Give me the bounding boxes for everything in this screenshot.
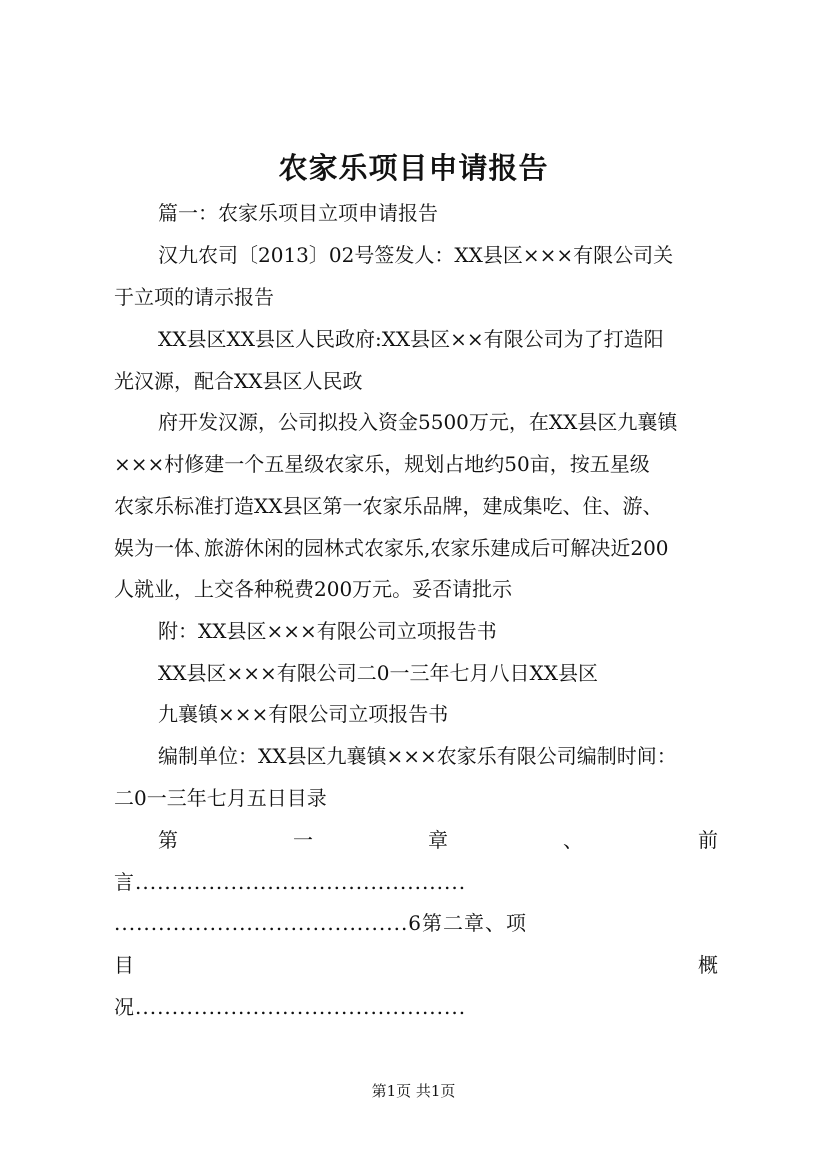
- paragraph-line: 编制单位：XX县区九襄镇×××农家乐有限公司编制时间：: [158, 744, 677, 768]
- paragraph-line: 于立项的请示报告: [114, 285, 274, 309]
- toc-char: 章: [428, 828, 448, 852]
- paragraph-line: 附：XX县区×××有限公司立项报告书: [158, 619, 497, 643]
- paragraph-line: XX县区×××有限公司二0一三年七月八日XX县区: [158, 661, 598, 685]
- paragraph-line: 农家乐标准打造XX县区第一农家乐品牌，建成集吃、住、游、: [114, 494, 663, 518]
- toc-char: 前: [698, 828, 718, 852]
- paragraph-line: 府开发汉源，公司拟投入资金5500万元，在XX县区九襄镇: [158, 410, 678, 434]
- paragraph-line: 九襄镇×××有限公司立项报告书: [158, 702, 449, 726]
- paragraph-line: ×××村修建一个五星级农家乐，规划占地约50亩，按五星级: [114, 452, 650, 476]
- paragraph-line: 光汉源，配合XX县区人民政: [114, 369, 363, 393]
- toc-char: 概: [698, 953, 718, 977]
- paragraph-line: 娱为一体､旅游休闲的园林式农家乐,农家乐建成后可解决近200: [114, 536, 669, 560]
- toc-char: 第: [158, 828, 178, 852]
- page-footer: 第1页 共1页: [371, 1082, 456, 1100]
- toc-entry-chapter-1: [158, 825, 718, 855]
- paragraph-line: 人就业，上交各种税费200万元。妥否请批示: [114, 577, 513, 601]
- toc-char: 一: [293, 828, 313, 852]
- toc-char: 目: [114, 953, 134, 977]
- document-title: 农家乐项目申请报告: [278, 151, 549, 185]
- toc-dot-leader: 况.............................................: [114, 995, 467, 1019]
- paragraph-line: 汉九农司〔2013〕02号签发人：XX县区×××有限公司关: [158, 243, 674, 267]
- toc-entry-chapter-2: [114, 950, 718, 980]
- paragraph-line: 篇一：农家乐项目立项申请报告: [158, 201, 438, 225]
- toc-dot-leader: ........................................6第二章、项: [114, 911, 528, 935]
- paragraph-line: 二0一三年七月五日目录: [114, 786, 327, 810]
- paragraph-line: XX县区XX县区人民政府:XX县区××有限公司为了打造阳: [158, 327, 664, 351]
- toc-char: 、: [563, 828, 583, 852]
- toc-dot-leader: 言.............................................: [114, 870, 467, 894]
